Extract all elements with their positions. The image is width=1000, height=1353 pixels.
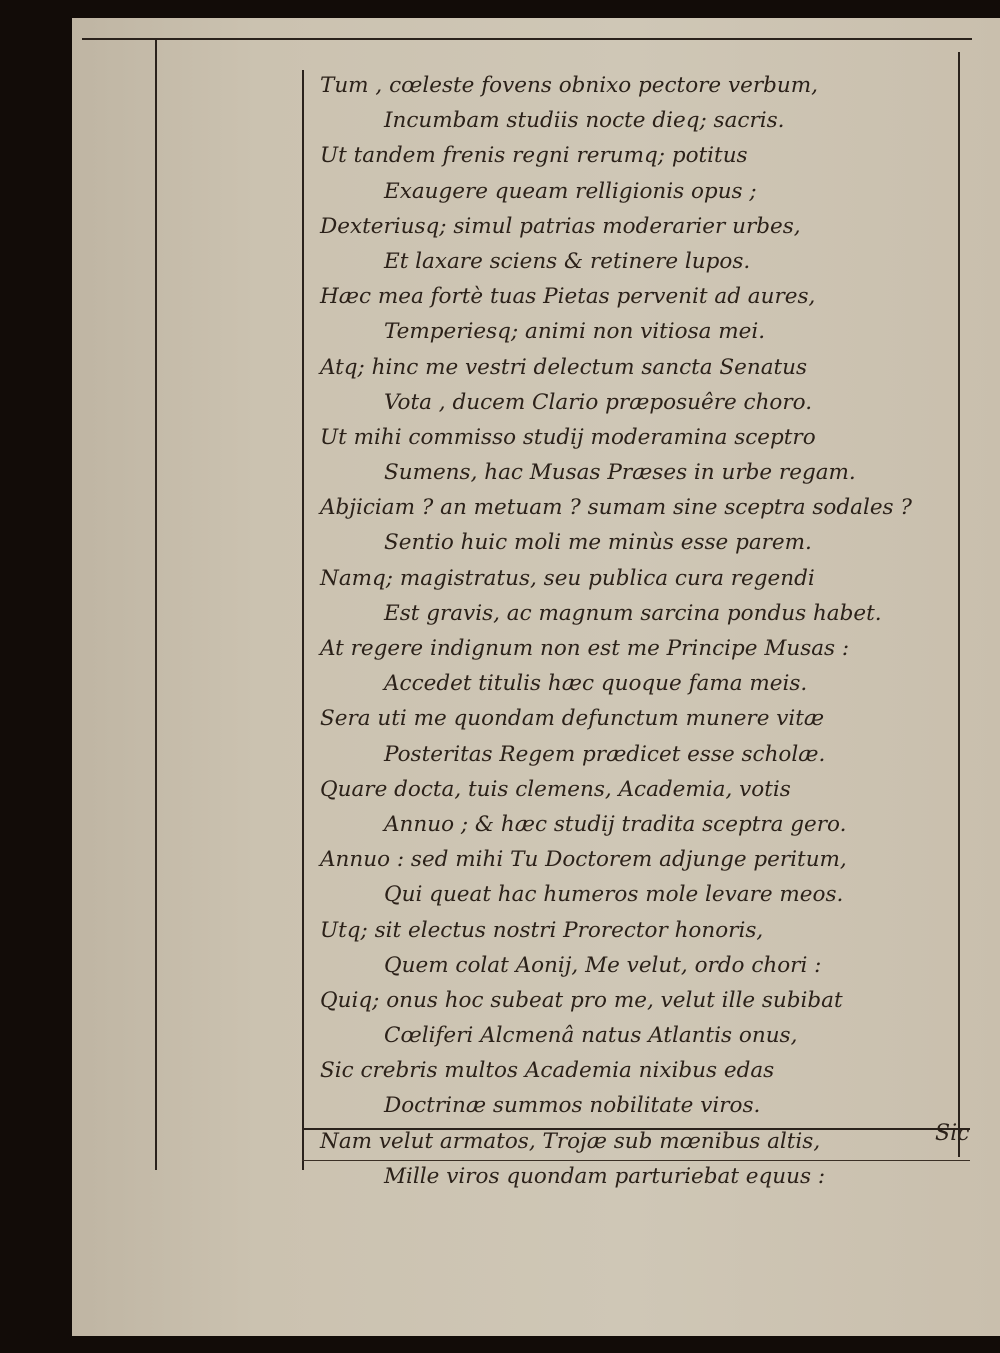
verse-line: Annuo ; & hæc studij tradita sceptra gero.	[384, 811, 847, 837]
verse-line: Posteritas Regem prædicet esse scholæ.	[384, 741, 826, 767]
verse-line: Annuo : sed mihi Tu Doctorem adjunge peritum,	[320, 847, 847, 873]
verse-line: Abjiciam ? an metuam ? sumam sine sceptra sodales ?	[320, 495, 912, 521]
verse-line: Et laxare sciens & retinere lupos.	[384, 248, 751, 274]
verse-line: Mille viros quondam parturiebat equus :	[384, 1163, 826, 1189]
verse-line: Cœliferi Alcmenâ natus Atlantis onus,	[384, 1023, 798, 1049]
verse-line: Quem colat Aonij, Me velut, ordo chori :	[384, 952, 822, 978]
verse-line: Tum , cœleste fovens obnixo pectore verbum,	[320, 73, 818, 98]
verse-line: Dexteriusq; simul patrias moderarier urbes,	[320, 213, 801, 239]
verse-block	[320, 68, 940, 1194]
verse-line: Utq; sit electus nostri Prorector honoris,	[320, 917, 764, 943]
verse-line: Doctrinæ summos nobilitate viros.	[384, 1093, 761, 1119]
left-inner-rule	[302, 70, 304, 1170]
verse-line: Ut mihi commisso studij moderamina sceptro	[320, 424, 816, 450]
verse-line: Atq; hinc me vestri delectum sancta Senatus	[320, 354, 808, 380]
verse-line: Sera uti me quondam defunctum munere vitæ	[320, 706, 825, 732]
verse-line: Incumbam studiis nocte dieq; sacris.	[384, 108, 785, 134]
verse-line: Est gravis, ac magnum sarcina pondus habet.	[384, 600, 882, 626]
verse-line: At regere indignum non est me Principe Musas :	[320, 636, 850, 661]
verse-line: Accedet titulis hæc quoque fama meis.	[384, 671, 808, 697]
verse-line: Quare docta, tuis clemens, Academia, votis	[320, 776, 791, 802]
verse-line: Quiq; onus hoc subeat pro me, velut ille subibat	[320, 987, 843, 1013]
verse-line: Qui queat hac humeros mole levare meos.	[384, 882, 844, 908]
top-rule	[82, 38, 972, 40]
right-rule	[958, 52, 960, 1157]
verse-line: Namq; magistratus, seu publica cura regendi	[320, 565, 815, 591]
verse-line: Vota , ducem Clario præposuêre choro.	[384, 389, 813, 415]
verse-line: Sentio huic moli me minùs esse parem.	[384, 530, 812, 556]
verse-line: Sumens, hac Musas Præses in urbe regam.	[384, 460, 856, 486]
verse-line: Hæc mea fortè tuas Pietas pervenit ad aures,	[320, 284, 816, 310]
verse-line: Temperiesq; animi non vitiosa mei.	[384, 319, 766, 345]
verse-line: Ut tandem frenis regni rerumq; potitus	[320, 143, 748, 169]
verse-line: Exaugere queam relligionis opus ;	[384, 178, 757, 204]
left-outer-rule	[155, 38, 157, 1170]
verse-line: Sic crebris multos Academia nixibus edas	[320, 1058, 775, 1084]
catchword: Sic	[935, 1121, 970, 1146]
verse-line: Nam velut armatos, Trojæ sub mœnibus altis,	[320, 1128, 821, 1154]
